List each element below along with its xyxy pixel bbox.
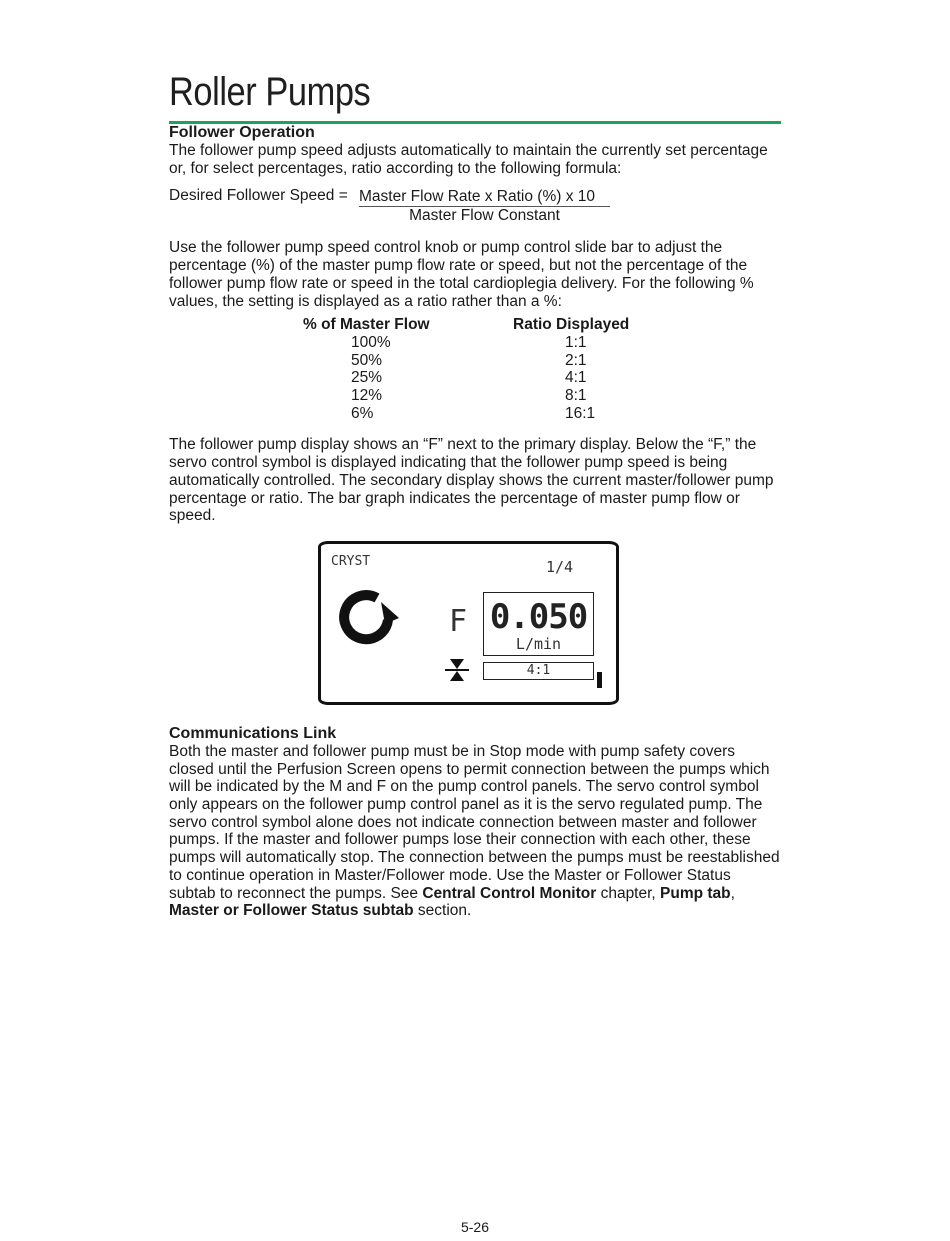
master-flow-bar-graph <box>597 672 602 688</box>
comms-text-2: , <box>730 884 735 902</box>
table-cell-percent: 12% <box>351 387 383 405</box>
ref-pump-tab: Pump tab <box>660 884 731 902</box>
table-cell-percent: 100% <box>351 333 391 351</box>
table-cell-percent: 25% <box>351 369 383 387</box>
table-cell-ratio: 4:1 <box>565 369 587 387</box>
table-cell-ratio: 8:1 <box>565 387 587 405</box>
follower-display-paragraph: The follower pump display shows an “F” next to the primary display. Below the “F,” the servo control symbol is displayed indicating that the follower pump speed is being automatically controlled. The secondary display shows the current master/follower pump percentage or ratio. The bar graph indicates the percentage of master pump flow or speed. <box>169 436 774 525</box>
communications-link-paragraph <box>169 743 781 920</box>
flow-rate-value: 0.050 <box>489 596 588 637</box>
formula-numerator: Master Flow Rate x Ratio (%) x 10 <box>359 187 610 207</box>
secondary-ratio-display: 4:1 <box>483 662 594 680</box>
table-cell-ratio: 1:1 <box>565 333 587 351</box>
header-ratio-displayed: Ratio Displayed <box>513 316 630 334</box>
follower-f-indicator: F <box>449 603 468 639</box>
table-row <box>303 405 781 423</box>
table-row <box>303 387 781 405</box>
ratio-table-header <box>303 316 781 334</box>
header-master-flow: % of Master Flow <box>303 316 430 334</box>
comms-text-3: section. <box>413 902 472 920</box>
table-cell-ratio: 16:1 <box>565 404 596 422</box>
ref-master-follower-subtab: Master or Follower Status subtab <box>169 902 414 920</box>
comms-body-text: Both the master and follower pump must be in Stop mode with pump safety covers closed until the Perfusion Screen opens to permit connection between the pumps which will be indicated by the M and F on the pump control panels. The servo control symbol only appears on the follower pump control panel as it is the servo regulated pump. The servo control symbol alone does not indicate connection between master and follower pumps. If the master and follower pumps lose their connection with each other, these pumps will automatically stop. The connection between the pumps must be reestablished to continue operation in Master/Follower mode. Use the Master or Follower Status subtab to reconnect the pumps. See <box>169 742 780 902</box>
lcd-mode-label: CRYST <box>331 553 371 569</box>
table-cell-ratio: 2:1 <box>565 351 587 369</box>
table-row <box>303 369 781 387</box>
primary-display-box <box>483 592 594 656</box>
rotation-arrow-icon <box>333 584 399 646</box>
flow-rate-unit: L/min <box>515 634 562 653</box>
follower-intro-paragraph: The follower pump speed adjusts automatically to maintain the currently set percentage or, for select percentages, ratio according to the following formula: <box>169 142 768 177</box>
follower-knob-paragraph: Use the follower pump speed control knob or pump control slide bar to adjust the percentage (%) of the master pump flow rate or speed, but not the percentage of the follower pump flow rate or speed in the total cardioplegia delivery. For the following % values, the setting is displayed as a ratio rather than a %: <box>169 239 754 310</box>
table-cell-percent: 50% <box>351 351 383 369</box>
servo-control-icon <box>445 658 469 682</box>
comms-text-1: chapter, <box>596 884 661 902</box>
table-row <box>303 352 781 370</box>
page-title: Roller Pumps <box>169 70 371 114</box>
pump-lcd-display <box>318 541 619 705</box>
lcd-ratio-indicator: 1/4 <box>546 557 574 576</box>
follower-operation-heading: Follower Operation <box>169 124 315 141</box>
ratio-table <box>303 316 781 422</box>
formula-lhs: Desired Follower Speed = <box>169 187 348 205</box>
speed-formula <box>169 187 781 227</box>
communications-link-heading: Communications Link <box>169 724 337 742</box>
ref-central-control-monitor: Central Control Monitor <box>422 884 597 902</box>
table-row <box>303 334 781 352</box>
formula-denominator: Master Flow Constant <box>409 207 560 225</box>
page-content <box>169 66 781 920</box>
table-cell-percent: 6% <box>351 404 374 422</box>
page-number: 5-26 <box>460 1219 490 1235</box>
follower-display-figure <box>169 535 781 725</box>
